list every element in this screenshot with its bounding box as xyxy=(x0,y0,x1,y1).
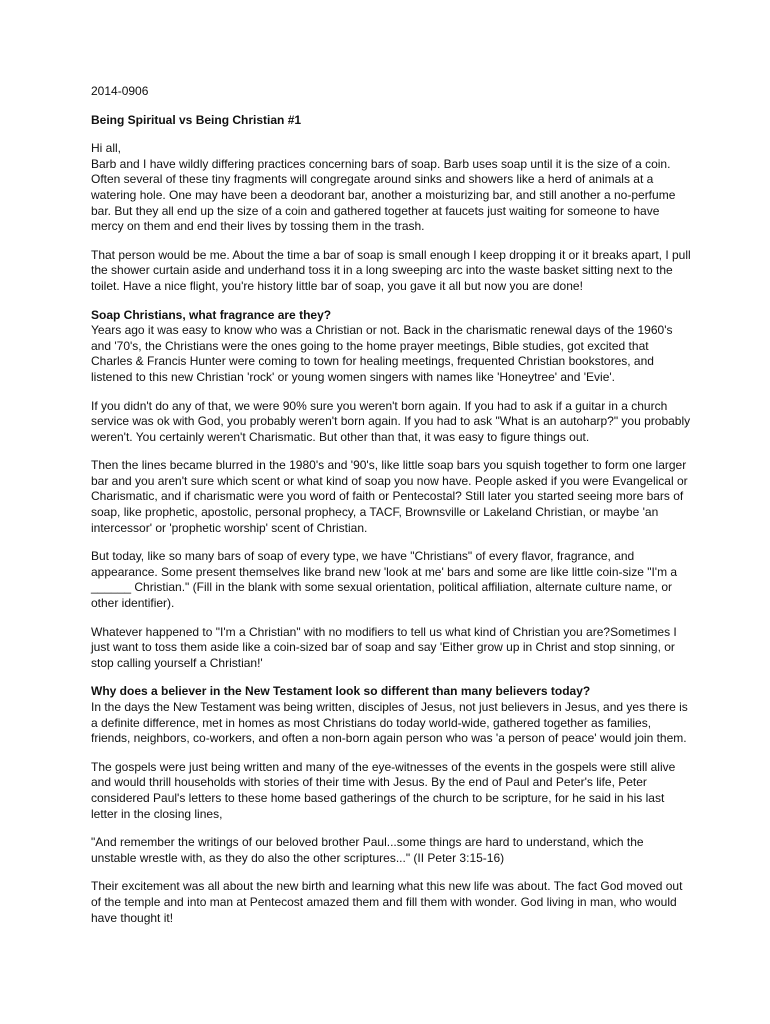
section-2-paragraph-1 xyxy=(91,684,691,746)
section-2-paragraph-4: Their excitement was all about the new birth and learning what this new life was about. The fact God moved out of the temple and into man at Pentecost amazed them and fill them with wonder. God living in man, who would have thought it! xyxy=(91,879,683,925)
paragraph-text: Years ago it was easy to know who was a Christian or not. Back in the charismatic renewal days of the 1960's and '70's, the Christians were the ones going to the home prayer meetings, Bible studies, got excited that Charles & Francis Hunter were coming to town for healing meetings, frequented Christian bookstores, and listened to this new Christian 'rock' or young women singers with names like 'Honeytree' and 'Evie'. xyxy=(91,323,673,384)
section-1-paragraph-2: If you didn't do any of that, we were 90% sure you weren't born again. If you had to ask if a guitar in a church service was ok with God, you probably weren't born again. If you had to ask "What is an autoharp?" you probably weren't. You certainly weren't Charismatic. But other than that, it was easy to figure things out. xyxy=(91,398,691,444)
section-2-quote: "And remember the writings of our beloved brother Paul...some things are hard to understand, which the unstable wrestle with, as they do also the other scriptures..." (II Peter 3:15-16) xyxy=(91,835,644,865)
paragraph-text: Barb and I have wildly differing practices concerning bars of soap. Barb uses soap until it is the size of a coin. Often several of these tiny fragments will congregate around sinks and showers like a herd of animals at a watering hole. One may have been a deodorant bar, another a moisturizing bar, and still another a no-perfume bar. But they all end up the size of a coin and gathered together at faucets just waiting for someone to have mercy on them and end their lives by tossing them in the trash. xyxy=(91,156,676,234)
document-page xyxy=(91,84,691,939)
section-2-paragraph-2: The gospels were just being written and many of the eye-witnesses of the events in the gospels were still alive and would thrill households with stories of their time with Jesus. By the end of Paul and Peter's life, Peter considered Paul's letters to these home based gatherings of the church to be scripture, for he said in his last letter in the closing lines, xyxy=(91,759,676,821)
salutation: Hi all, xyxy=(91,141,122,156)
section-1-paragraph-1 xyxy=(91,308,691,386)
document-date: 2014-0906 xyxy=(91,84,149,98)
intro-paragraph-1 xyxy=(91,141,691,235)
section-1-paragraph-3: Then the lines became blurred in the 1980's and '90's, like little soap bars you squish together to form one larger bar and you aren't sure which scent or what kind of soap you now have. People asked if you were Evangelical or Charismatic, and if charismatic were you word of faith or Pentecostal? Still later you started seeing more bars of soap, like prophetic, apostolic, personal prophecy, a TACF, Brownsville or Lakeland Christian, or maybe 'an intercessor' or 'prophetic worship' scent of Christian. xyxy=(91,458,688,535)
paragraph-text: In the days the New Testament was being written, disciples of Jesus, not just believers in Jesus, and yes there is a definite difference, met in homes as most Christians do today world-wide, gathered together as families, friends, neighbors, co-workers, and often a non-born again person who was 'a person of peace' would join them. xyxy=(91,700,688,746)
document-title: Being Spiritual vs Being Christian #1 xyxy=(91,112,302,127)
intro-paragraph-2: That person would be me. About the time a bar of soap is small enough I keep dropping it or it breaks apart, I pull the shower curtain aside and underhand toss it in a long sweeping arc into the waste basket sitting next to the toilet. Have a nice flight, you're history little bar of soap, you gave it all but now you are done! xyxy=(91,247,691,293)
section-heading-soap-christians: Soap Christians, what fragrance are they? xyxy=(91,307,332,322)
section-1-paragraph-4: But today, like so many bars of soap of every type, we have "Christians" of every flavor, fragrance, and appearance. Some present themselves like brand new 'look at me' bars and some are like little coin-size "I'm a ______ Christian." (Fill in the blank with some sexual orientation, political affiliation, alternate culture name, or other identifier). xyxy=(91,549,678,611)
section-heading-new-testament-believer: Why does a believer in the New Testament look so different than many believers today? xyxy=(91,684,591,699)
section-1-paragraph-5: Whatever happened to "I'm a Christian" with no modifiers to tell us what kind of Christian you are?Sometimes I just want to toss them aside like a coin-sized bar of soap and say 'Either grow up in Christ and stop sinning, or stop calling yourself a Christian!' xyxy=(91,624,677,670)
